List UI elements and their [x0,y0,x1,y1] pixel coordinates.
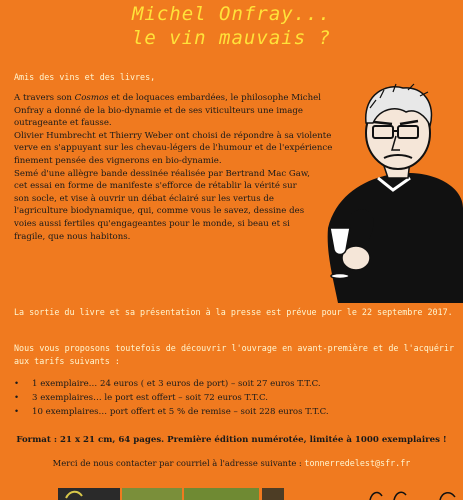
intro-text [14,92,339,243]
title-line-2: le vin mauvais ? [131,27,332,49]
contact-line [0,458,463,468]
greeting: Amis des vins et des livres, [14,72,156,82]
release-note: La sortie du livre et sa présentation à la presse est prévue pour le 22 septembre 2017. [14,307,453,317]
title-line-1: Michel Onfray... [131,3,332,25]
price-item: • 1 exemplaire… 24 euros ( et 3 euros de port) – soit 27 euros T.T.C. [14,377,329,391]
bottom-comic-strip [0,486,463,500]
price-item: • 3 exemplaires… le port est offert – soit 72 euros T.T.C. [14,391,329,405]
intro-paragraph-2: Olivier Humbrecht et Thierry Weber ont choisi de répondre à sa violente verve en s'appuyant sur les chevau-légers de l'humour et de l'expérience finement pensée des vignerons en bio-dynamie. [14,130,333,166]
onfray-caricature [318,78,463,303]
intro-paragraph-3: Semé d'une allègre bande dessinée réalisée par Bertrand Mac Gaw, cet essai en forme de manifeste s'efforce de rétablir la vérité sur son socle, et vise à ouvrir un débat éclairé sur les vertus de l'agriculture biodynamique, qui, comme vous le savez, dessine des voies aussi fertiles qu'engageantes pour le monde, si beau et si fragile, que nous habitons. [14,168,310,242]
offer-intro: Nous vous proposons toutefois de découvrir l'ouvrage en avant-première et de l'acquérir aux tarifs suivants : [14,343,454,366]
price-item: • 10 exemplaires… port offert et 5 % de remise – soit 228 euros T.T.C. [14,405,329,419]
format-line: Format : 21 x 21 cm, 64 pages. Première édition numérotée, limitée à 1000 exemplaires ! [16,435,447,445]
intro-paragraph-1: A travers son Cosmos et de loquaces embardées, le philosophe Michel Onfray a donné de la bio-dynamie et de ses viticulteurs une image outrageante et fausse. [14,93,321,129]
price-list [14,377,329,419]
contact-email[interactable]: tonnerredelest@sfr.fr [304,458,411,468]
book-title: Cosmos [74,93,109,103]
page-title [0,2,463,50]
contact-text: Merci de nous contacter par courriel à l'adresse suivante : [52,458,305,468]
